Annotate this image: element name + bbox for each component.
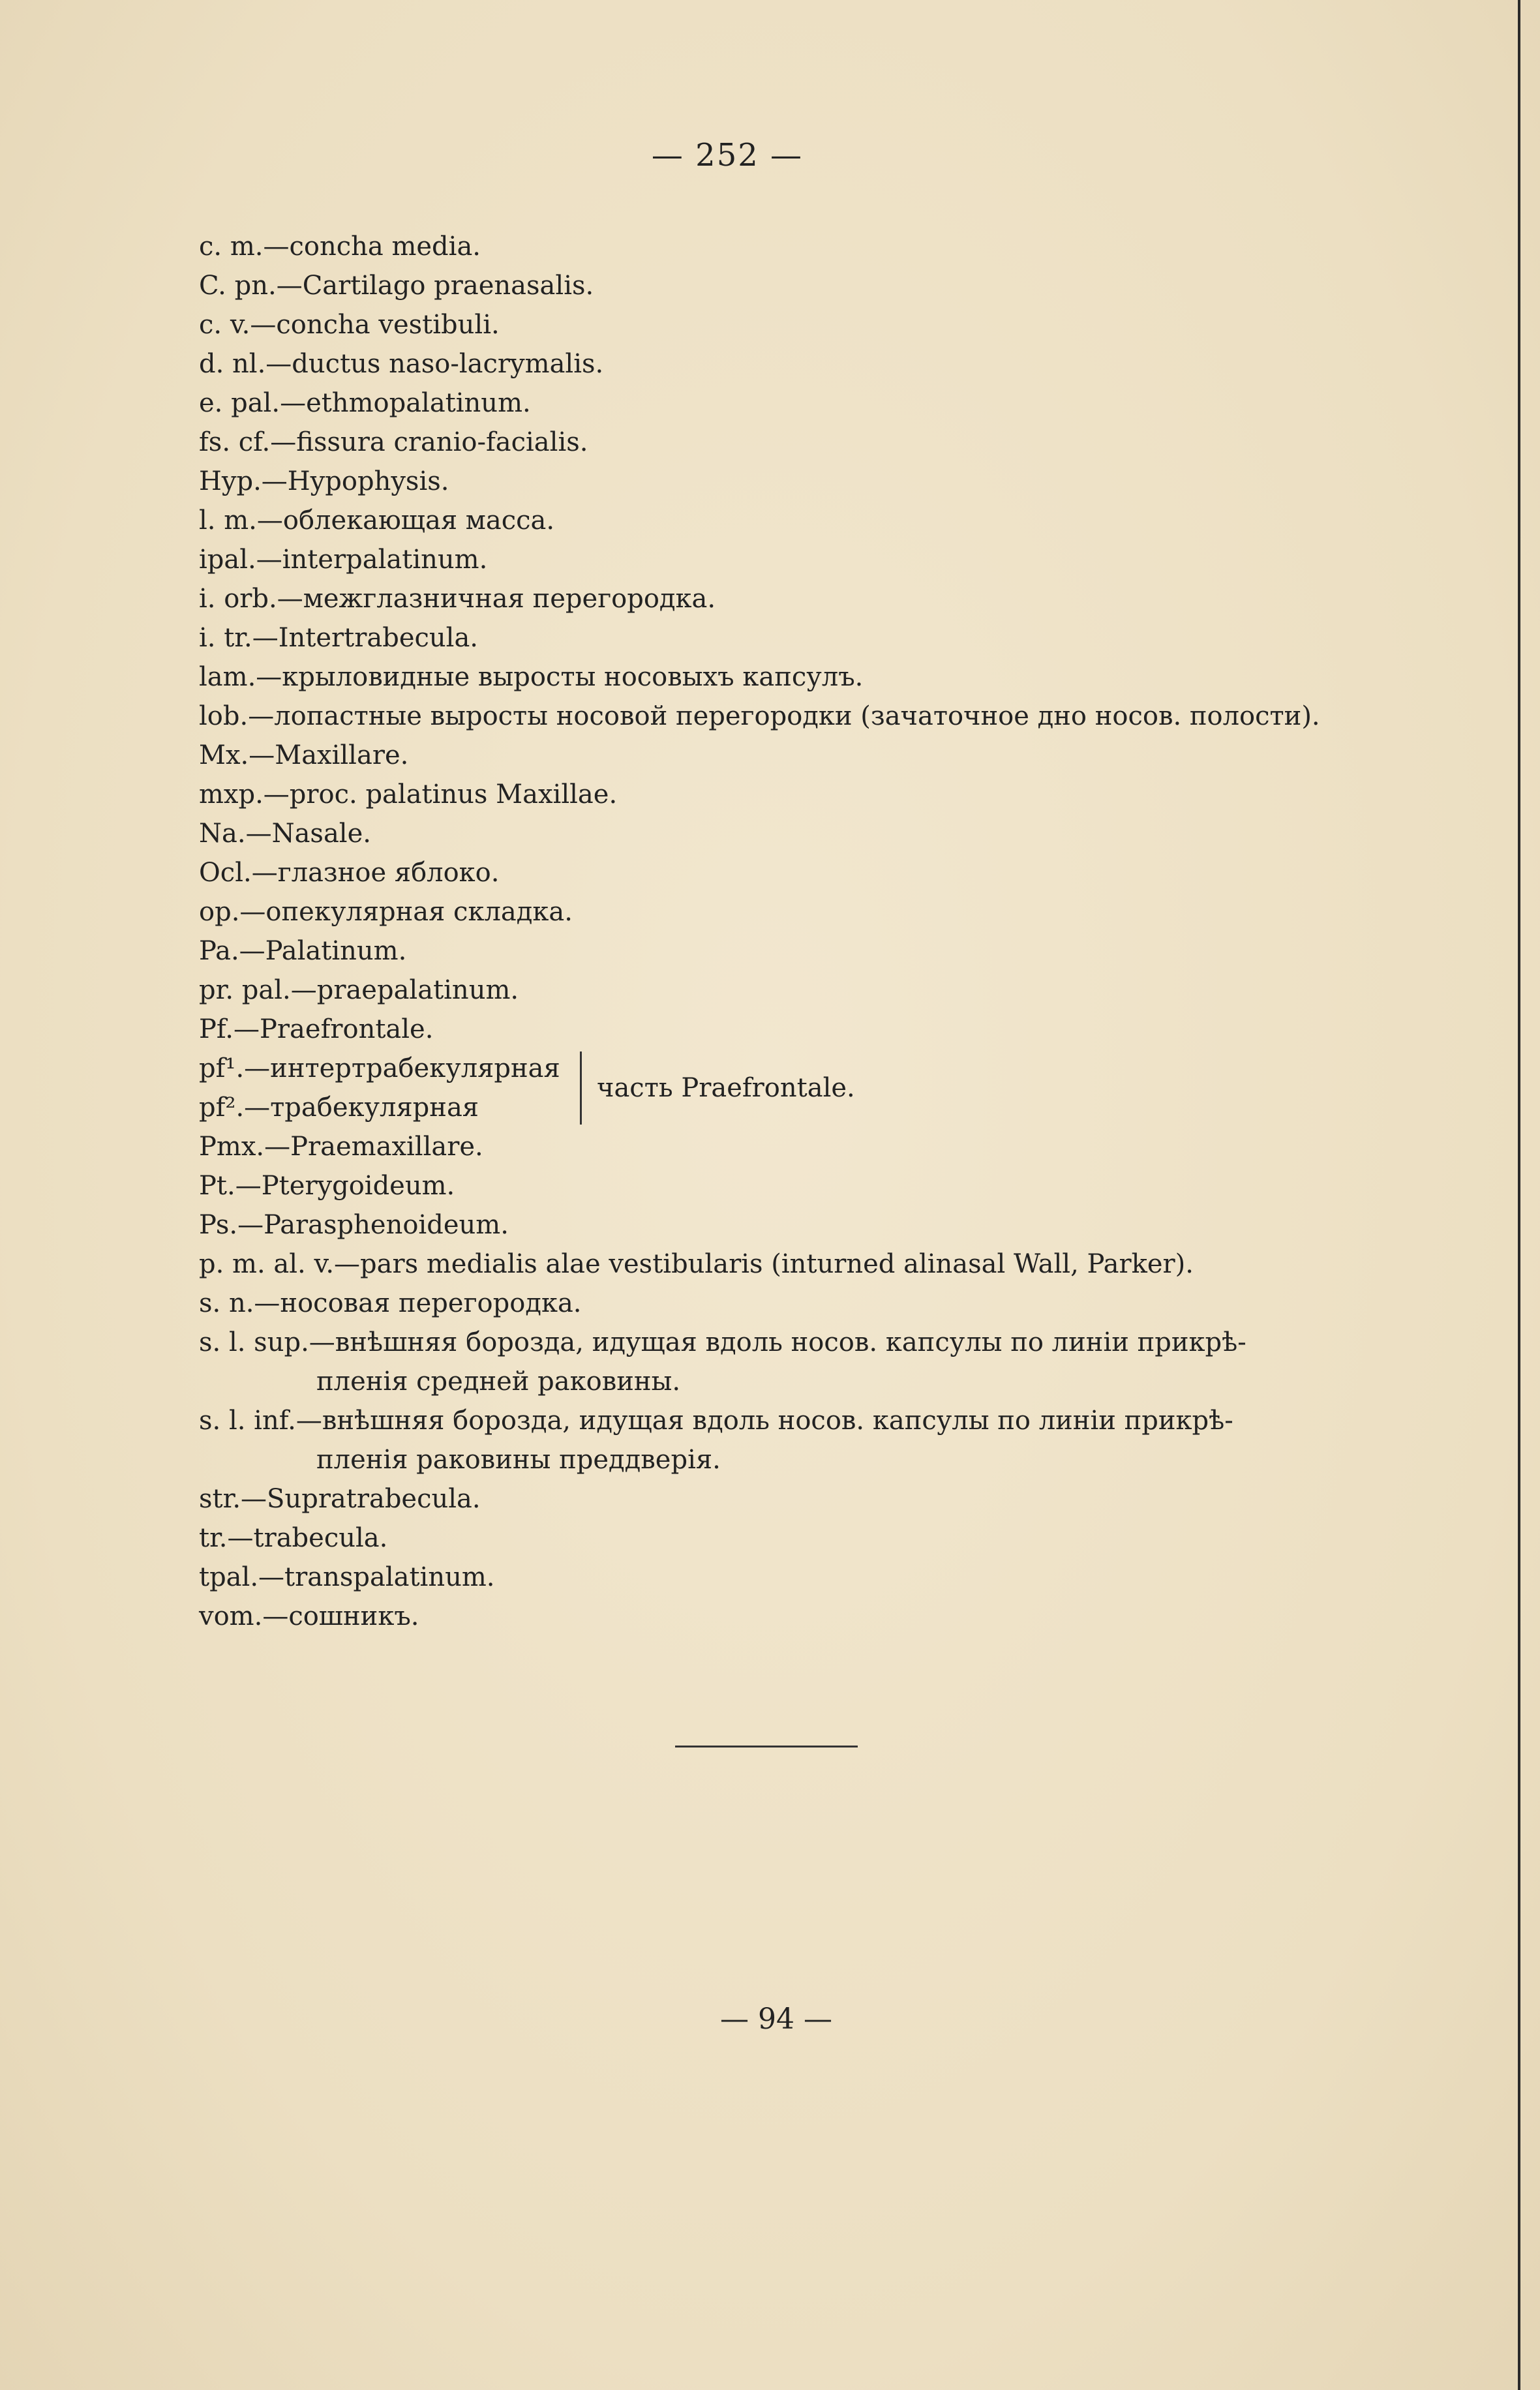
list-item: Pf.—Praefrontale. <box>199 1014 434 1044</box>
list-item: pr. pal.—praepalatinum. <box>199 975 519 1005</box>
list-item: op.—опекулярная складка. <box>199 897 573 927</box>
list-item: s. n.—носовая перегородка. <box>199 1288 582 1318</box>
list-item: ipal.—interpalatinum. <box>199 545 488 575</box>
brace-line <box>571 1051 582 1125</box>
list-item: pf¹.—интертрабекулярная <box>199 1053 560 1083</box>
list-item: mxp.—proc. palatinus Maxillae. <box>199 779 618 809</box>
list-item: lob.—лопастные выросты носовой перегородки (зачаточное дно носов. полости). <box>199 701 1320 731</box>
list-item: tr.—trabecula. <box>199 1523 388 1553</box>
list-item: Pt.—Pterygoideum. <box>199 1171 455 1201</box>
page-number: — 252 — <box>651 137 804 174</box>
list-item: p. m. al. v.—pars medialis alae vestibularis (inturned alinasal Wall, Parker). <box>199 1249 1194 1279</box>
list-item: c. m.—concha media. <box>199 232 481 262</box>
list-item: Na.—Nasale. <box>199 819 371 849</box>
list-item: str.—Supratrabecula. <box>199 1484 481 1514</box>
entry-first-line: s. l. inf.—внѣшняя борозда, идущая вдоль носов. капсулы по линіи прикрѣ- <box>199 1406 1233 1436</box>
list-item: Ocl.—глазное яблоко. <box>199 858 500 888</box>
list-item: Pmx.—Praemaxillare. <box>199 1132 483 1162</box>
entry-continuation: пленія средней раковины. <box>316 1367 681 1397</box>
list-item: l. m.—облекающая масса. <box>199 506 555 536</box>
bracket-group <box>199 1049 1347 1127</box>
list-item: i. orb.—межглазничная перегородка. <box>199 584 716 614</box>
abbreviation-list <box>199 227 1347 1636</box>
entry-first-line: s. l. sup.—внѣшняя борозда, идущая вдоль носов. капсулы по линіи прикрѣ- <box>199 1327 1246 1357</box>
list-item: C. pn.—Cartilago praenasalis. <box>199 271 594 301</box>
list-item: Ps.—Parasphenoideum. <box>199 1210 509 1240</box>
bottom-page-number: — 94 — <box>720 2003 832 2036</box>
list-item: d. nl.—ductus naso-lacrymalis. <box>199 349 604 379</box>
list-item: Mx.—Maxillare. <box>199 740 409 770</box>
list-item: Pa.—Palatinum. <box>199 936 407 966</box>
list-item: fs. cf.—fissura cranio-facialis. <box>199 427 588 457</box>
list-item: Hyp.—Hypophysis. <box>199 466 449 496</box>
list-item: pf².—трабекулярная <box>199 1093 479 1123</box>
list-item: c. v.—concha vestibuli. <box>199 310 500 340</box>
horizontal-rule <box>675 1746 858 1747</box>
list-item-multiline <box>199 1323 1347 1401</box>
list-item: e. pal.—ethmopalatinum. <box>199 388 531 418</box>
bracket-label: часть Praefrontale. <box>597 1073 855 1103</box>
entry-continuation: пленія раковины преддверія. <box>316 1445 721 1475</box>
list-item: i. tr.—Intertrabecula. <box>199 623 479 653</box>
list-item: tpal.—transpalatinum. <box>199 1562 495 1592</box>
list-item: vom.—сошникъ. <box>199 1601 419 1631</box>
list-item: lam.—крыловидные выросты носовыхъ капсулъ. <box>199 662 864 692</box>
page-edge-line <box>1518 0 1520 2390</box>
list-item-multiline <box>199 1401 1347 1479</box>
